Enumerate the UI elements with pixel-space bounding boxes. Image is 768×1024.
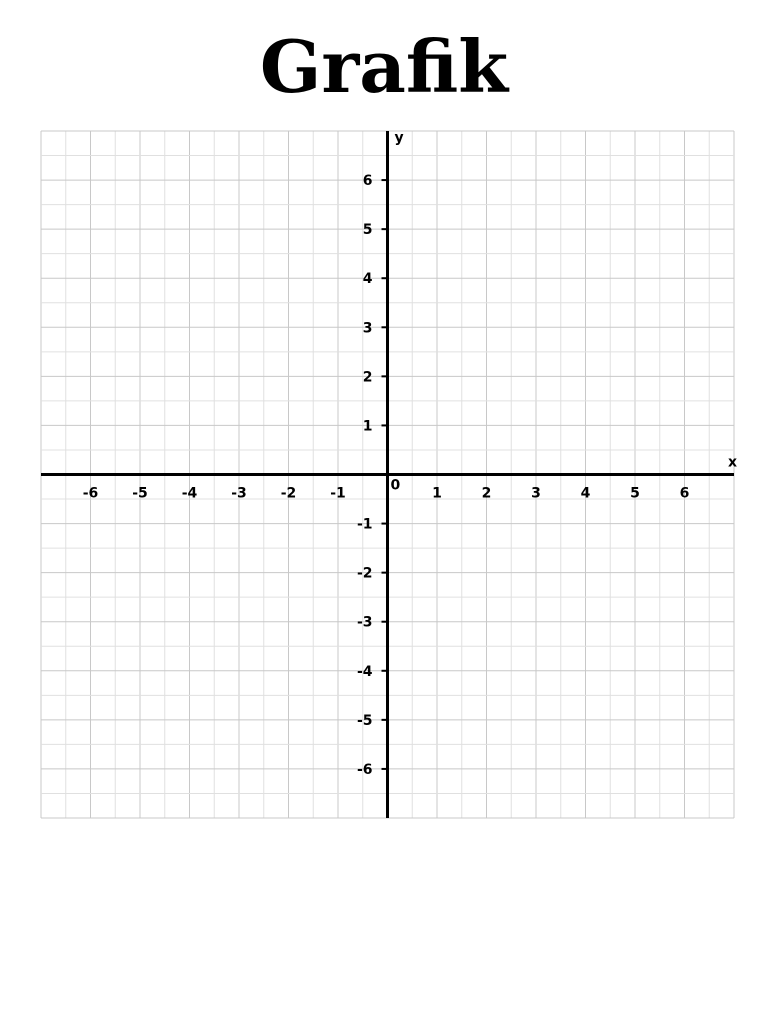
y-axis-label: y	[394, 130, 404, 146]
x-tick-label: -5	[132, 485, 148, 502]
x-tick-label: 2	[481, 485, 492, 502]
x-tick-label: 6	[679, 485, 690, 502]
y-tick-label: -5	[356, 712, 373, 729]
y-tick-label: -4	[356, 663, 373, 680]
y-tick-label: 6	[362, 173, 373, 190]
y-tick-label: -2	[356, 565, 373, 582]
x-tick-label: 4	[580, 485, 591, 502]
axes	[41, 131, 734, 818]
x-tick-label: 5	[630, 485, 640, 502]
y-tick-label: 5	[362, 222, 373, 239]
x-tick-label: -6	[82, 485, 99, 502]
x-tick-label: -1	[330, 485, 346, 502]
x-tick-label: -2	[280, 485, 297, 502]
x-axis-label: x	[728, 454, 738, 471]
y-tick-label: 1	[362, 418, 373, 435]
y-tick-label: -3	[356, 614, 373, 631]
y-tick-label: 4	[362, 271, 373, 288]
y-tick-label: -6	[356, 761, 373, 778]
x-tick-label: -3	[231, 485, 247, 502]
y-tick-label: 3	[362, 320, 373, 337]
x-tick-label: 1	[432, 485, 442, 502]
page-title: Grafik	[259, 24, 509, 109]
y-tick-label: -1	[356, 516, 373, 533]
x-tick-label: -4	[181, 485, 198, 502]
y-tick-label: 2	[362, 369, 373, 386]
origin-label: 0	[390, 477, 401, 494]
x-tick-label: 3	[531, 485, 541, 502]
